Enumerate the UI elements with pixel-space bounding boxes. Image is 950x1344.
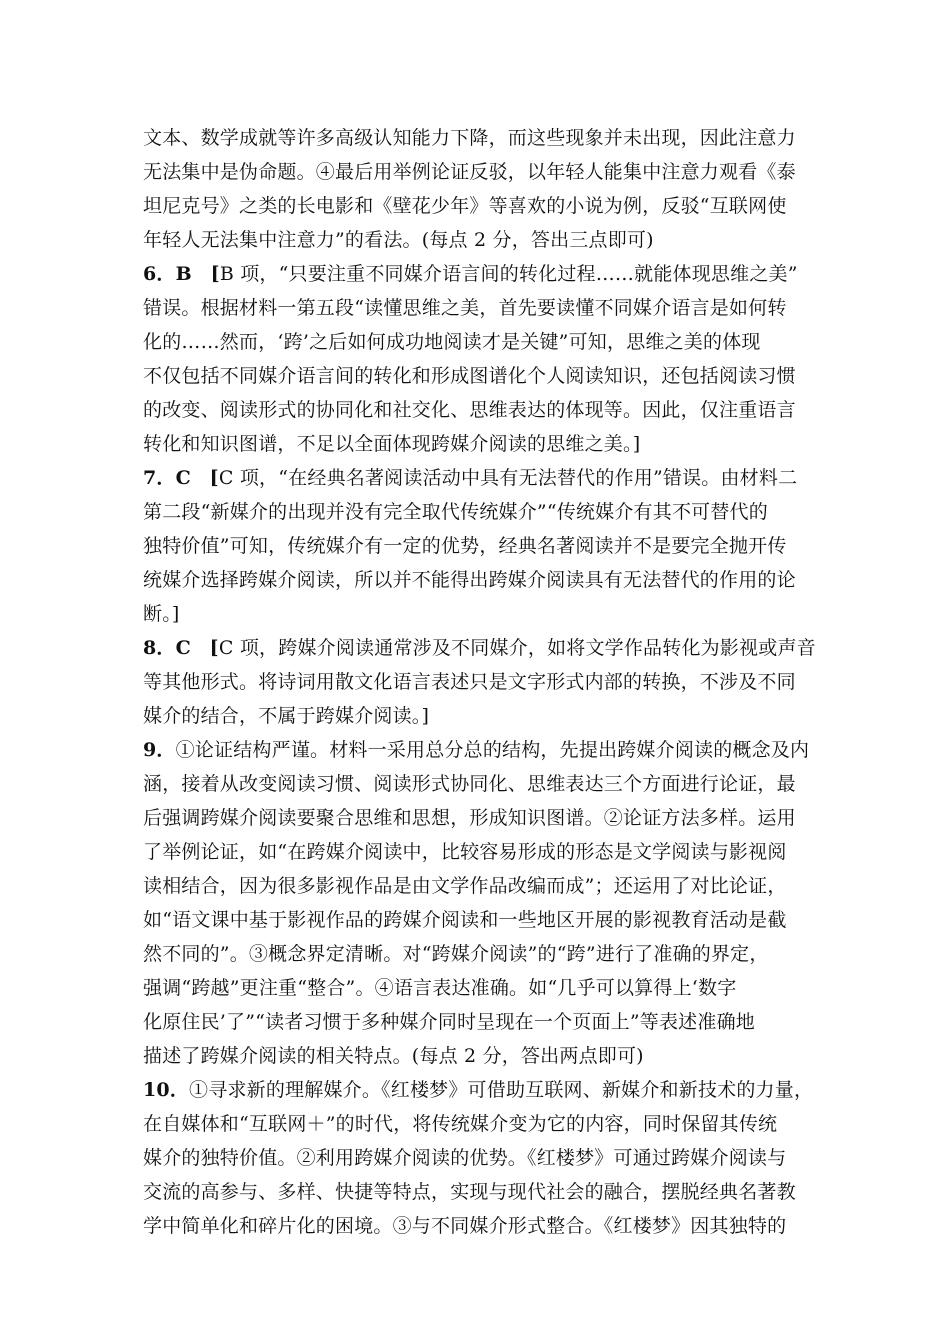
text-line: 转化和知识图谱，不足以全面体现跨媒介阅读的思维之美。] xyxy=(143,433,641,455)
answer-choice: B xyxy=(175,263,192,285)
text-line: 后强调跨媒介阅读要聚合思维和思想，形成知识图谱。②论证方法多样。运用 xyxy=(143,807,796,829)
text-line: 等其他形式。将诗词用散文化语言表述只是文字形式内部的转换，不涉及不同 xyxy=(143,671,796,693)
text-line: 学中简单化和碎片化的困境。③与不同媒介形式整合。《红楼梦》因其独特的 xyxy=(143,1215,787,1237)
text-line: 坦尼克号》之类的长电影和《壁花少年》等喜欢的小说为例，反驳“互联网使 xyxy=(143,195,787,217)
text-line: 错误。根据材料一第五段“读懂思维之美，首先要读懂不同媒介语言是如何转 xyxy=(143,297,787,319)
explanation-text: B 项，“只要注重不同媒介语言间的转化过程……就能体现思维之美” xyxy=(219,263,798,285)
text-line: 文本、数学成就等许多高级认知能力下降，而这些现象并未出现，因此注意力 xyxy=(143,127,796,149)
text-line: 交流的高参与、多样、快捷等特点，实现与现代社会的融合，摆脱经典名著教 xyxy=(143,1181,796,1203)
open-bracket: [ xyxy=(210,263,220,285)
text-line: 读相结合，因为很多影视作品是由文学作品改编而成”；还运用了对比论证， xyxy=(143,875,787,897)
answer-choice: C xyxy=(175,467,191,489)
text-line: 了举例论证，如“在跨媒介阅读中，比较容易形成的形态是文学阅读与影视阅 xyxy=(143,841,787,863)
question-number: 7． xyxy=(143,467,176,489)
question-number: 8． xyxy=(143,637,176,659)
text-line: 统媒介选择跨媒介阅读，所以并不能得出跨媒介阅读具有无法替代的作用的论 xyxy=(143,569,796,591)
text-line: 强调“跨越”更注重“整合”。④语言表达准确。如“几乎可以算得上‘数字 xyxy=(143,977,737,999)
text-line: 第二段“新媒介的出现并没有完全取代传统媒介”“传统媒介有其不可替代的 xyxy=(143,501,768,523)
text-line: 媒介的独特价值。②利用跨媒介阅读的优势。《红楼梦》可通过跨媒介阅读与 xyxy=(143,1147,787,1169)
question-number: 10． xyxy=(143,1079,190,1101)
text-line xyxy=(143,1076,813,1104)
text-line xyxy=(143,260,798,288)
text-line: 化原住民’了”“读者习惯于多种媒介同时呈现在一个页面上”等表述准确地 xyxy=(143,1011,755,1033)
text-line: 无法集中是伪命题。④最后用举例论证反驳，以年轻人能集中注意力观看《泰 xyxy=(143,161,796,183)
answer-choice: C xyxy=(175,637,191,659)
text-line xyxy=(143,634,816,662)
text-line: 描述了跨媒介阅读的相关特点。(每点 2 分，答出两点即可) xyxy=(143,1045,644,1067)
text-line: 不仅包括不同媒介语言间的转化和形成图谱化个人阅读知识，还包括阅读习惯 xyxy=(143,365,796,387)
text-line: 化的……然而，‘跨’之后如何成功地阅读才是关键”可知，思维之美的体现 xyxy=(143,331,761,353)
explanation-text: ①论证结构严谨。材料一采用总分总的结构，先提出跨媒介阅读的概念及内 xyxy=(175,739,810,761)
text-line: 涵，接着从改变阅读习惯、阅读形式协同化、思维表达三个方面进行论证，最 xyxy=(143,773,796,795)
text-line: 的改变、阅读形式的协同化和社交化、思维表达的体现等。因此，仅注重语言 xyxy=(143,399,796,421)
text-line xyxy=(143,736,809,764)
text-line: 断。] xyxy=(143,603,180,625)
open-bracket: [ xyxy=(209,467,219,489)
text-line: 媒介的结合，不属于跨媒介阅读。] xyxy=(143,705,430,727)
open-bracket: [ xyxy=(209,637,219,659)
text-line: 在自媒体和“互联网＋”的时代，将传统媒介变为它的内容，同时保留其传统 xyxy=(143,1113,778,1135)
text-line xyxy=(143,464,797,492)
text-line: 如“语文课中基于影视作品的跨媒介阅读和一些地区开展的影视教育活动是截 xyxy=(143,909,787,931)
question-number: 9． xyxy=(143,739,176,761)
explanation-text: C 项，“在经典名著阅读活动中具有无法替代的作用”错误。由材料二 xyxy=(218,467,798,489)
explanation-text: C 项，跨媒介阅读通常涉及不同媒介，如将文学作品转化为影视或声音 xyxy=(218,637,816,659)
text-line: 然不同的”。③概念界定清晰。对“跨媒介阅读”的“跨”进行了准确的界定， xyxy=(143,943,769,965)
text-line: 年轻人无法集中注意力”的看法。(每点 2 分，答出三点即可) xyxy=(143,229,654,251)
text-line: 独特价值”可知，传统媒介有一定的优势，经典名著阅读并不是要完全抛开传 xyxy=(143,535,787,557)
question-number: 6． xyxy=(143,263,176,285)
explanation-text: ①寻求新的理解媒介。《红楼梦》可借助互联网、新媒介和新技术的力量， xyxy=(189,1079,814,1101)
